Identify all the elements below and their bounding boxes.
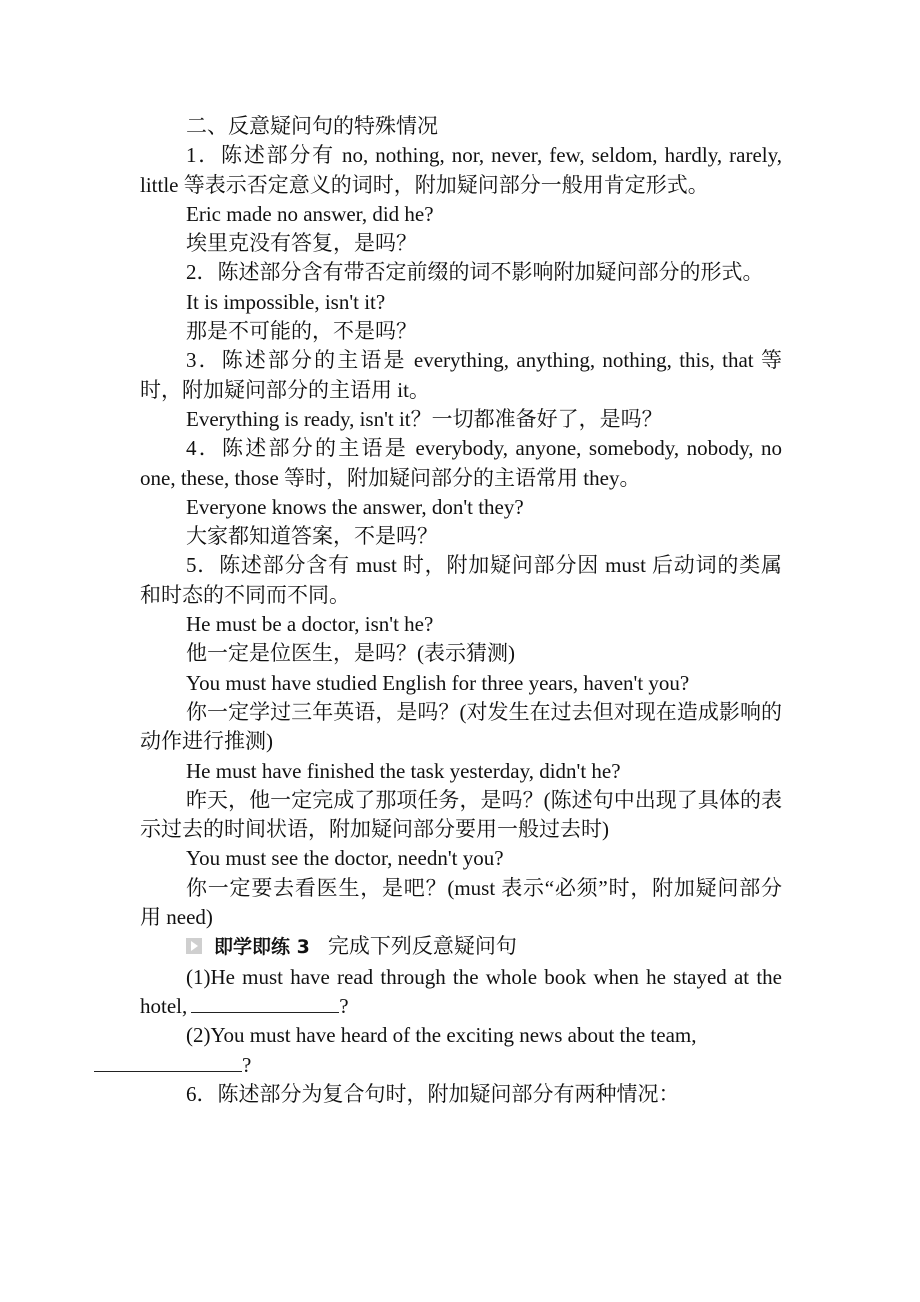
exercise-item-text: (2)You must have heard of the exciting news about the team, [186, 1023, 697, 1048]
example-line: He must be a doctor, isn't he? [186, 612, 434, 637]
example-line: Eric made no answer, did he? [186, 201, 434, 226]
rule-5: 5．陈述部分含有 must 时，附加疑问部分因 must 后动词的类属和时态的不同而不同。 [140, 553, 782, 607]
example-line: 你一定要去看医生，是吧？(must 表示“必须”时，附加疑问部分用 need) [140, 875, 782, 930]
exercise-label: 即学即练 3 [214, 936, 310, 959]
section-title: 二、反意疑问句的特殊情况 [186, 114, 438, 138]
example-line: 他一定是位医生，是吗？(表示猜测) [186, 641, 515, 666]
example-line: Everyone knows the answer, don't they? [186, 494, 524, 519]
example-line: You must see the doctor, needn't you? [186, 846, 504, 871]
exercise-item-suffix: ? [339, 993, 349, 1018]
example-line: 那是不可能的，不是吗？ [186, 319, 417, 344]
rule-4: 4．陈述部分的主语是 everybody, anyone, somebody, nobody, no one, these, those 等时，附加疑问部分的主语常用 they。 [140, 436, 782, 490]
exercise-item-text: (1)He must have read through the whole book when he stayed at the hotel, [140, 964, 782, 1018]
triangle-right-icon [186, 938, 202, 954]
example-line: It is impossible, isn't it? [186, 289, 386, 314]
exercise-item-2 [140, 1021, 782, 1080]
rule-6: 6．陈述部分为复合句时，附加疑问部分有两种情况： [186, 1081, 680, 1106]
example-line: 埃里克没有答复，是吗？ [186, 231, 417, 256]
example-line: 昨天，他一定完成了那项任务，是吗？(陈述句中出现了具体的表示过去的时间状语，附加疑问部分要用一般过去时) [140, 787, 782, 842]
exercise-heading [140, 932, 782, 962]
example-line: He must have finished the task yesterday, didn't he? [186, 758, 621, 783]
exercise-item-suffix: ? [242, 1052, 252, 1077]
exercise-item-1 [140, 963, 782, 1022]
rule-2: 2．陈述部分含有带否定前缀的词不影响附加疑问部分的形式。 [186, 260, 764, 285]
example-line: You must have studied English for three years, haven't you? [186, 670, 690, 695]
example-line: 大家都知道答案，不是吗？ [186, 524, 438, 549]
example-line: 你一定学过三年英语，是吗？(对发生在过去但对现在造成影响的动作进行推测) [140, 699, 782, 754]
rule-3: 3．陈述部分的主语是 everything, anything, nothing, this, that 等时，附加疑问部分的主语用 it。 [140, 348, 782, 402]
document-page [140, 112, 782, 1109]
exercise-instruction: 完成下列反意疑问句 [327, 934, 517, 959]
example-line: Everything is ready, isn't it？一切都准备好了，是吗？ [186, 406, 663, 431]
rule-1: 1．陈述部分有 no, nothing, nor, never, few, seldom, hardly, rarely, little 等表示否定意义的词时，附加疑问部分一般用肯定形式。 [140, 143, 782, 197]
answer-blank[interactable] [191, 992, 339, 1013]
answer-blank[interactable] [94, 1051, 242, 1072]
